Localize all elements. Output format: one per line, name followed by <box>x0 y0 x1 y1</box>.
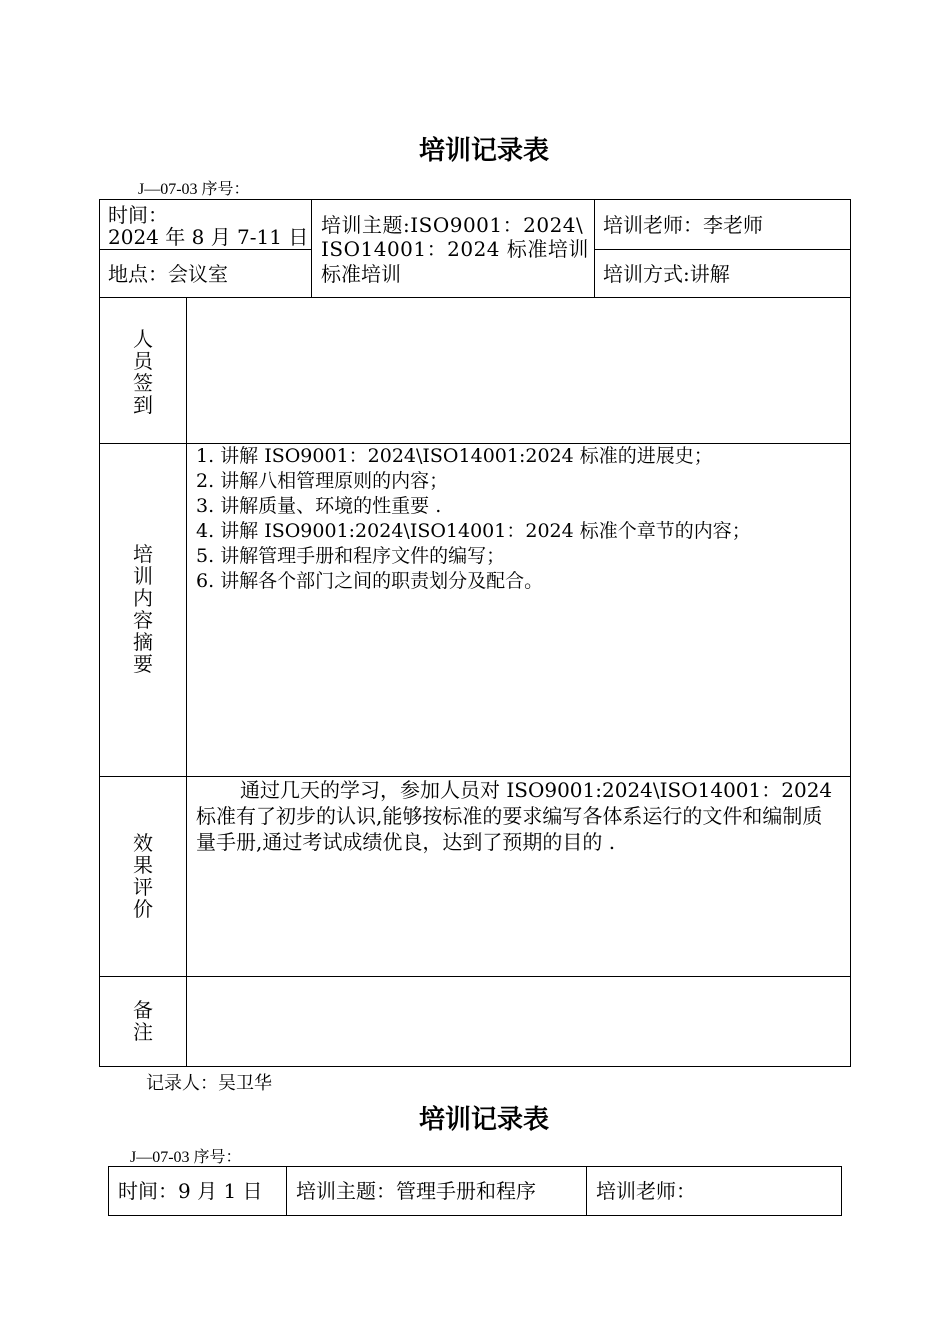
form2-title: 培训记录表 <box>418 1105 549 1135</box>
remark-label: 备 注 <box>133 998 153 1044</box>
form2-training-topic: 培训主题：管理手册和程序 <box>296 1179 536 1203</box>
form2-training-teacher: 培训老师： <box>596 1179 696 1203</box>
content-summary-list <box>196 444 751 594</box>
training-topic-line3: 标准培训 <box>321 262 401 286</box>
list-item: 1. 讲解 ISO9001：2024\ISO14001:2024 标准的进展史； <box>196 445 713 467</box>
effect-evaluation-label: 效 果 评 价 <box>133 831 153 921</box>
list-item: 3. 讲解质量、环境的性重要 . <box>196 495 442 517</box>
effect-evaluation-text: 通过几天的学习，参加人员对 ISO9001:2024\ISO14001：2024 标准有了初步的认识,能够按标准的要求编写各体系运行的文件和编制质量手册,通过考试成绩优良，达到了预期的目的 . <box>196 778 833 854</box>
list-item: 2. 讲解八相管理原则的内容； <box>196 470 449 492</box>
form1-doc-number: J—07-03 序号： <box>138 181 250 198</box>
content-summary-label: 培 训 内 容 摘 要 <box>133 542 153 676</box>
training-topic-line1: 培训主题:ISO9001：2024\ <box>321 213 584 237</box>
time-value: 2024 年 8 月 7-11 日 <box>108 225 309 249</box>
training-topic-line2: ISO14001：2024 标准培训 <box>321 237 589 261</box>
time-label: 时间： <box>108 203 168 227</box>
list-item: 6. 讲解各个部门之间的职责划分及配合。 <box>196 570 544 592</box>
location: 地点：会议室 <box>108 262 228 286</box>
training-method: 培训方式:讲解 <box>603 262 730 286</box>
list-item: 4. 讲解 ISO9001:2024\ISO14001：2024 标准个章节的内容； <box>196 520 751 542</box>
training-teacher: 培训老师：李老师 <box>603 213 763 237</box>
list-item: 5. 讲解管理手册和程序文件的编写； <box>196 545 506 567</box>
form2-time: 时间：9 月 1 日 <box>118 1179 263 1203</box>
recorder: 记录人：吴卫华 <box>146 1073 272 1094</box>
form2-doc-number: J—07-03 序号： <box>130 1149 242 1166</box>
form1-title: 培训记录表 <box>418 136 549 166</box>
signin-label: 人 员 签 到 <box>133 327 153 417</box>
